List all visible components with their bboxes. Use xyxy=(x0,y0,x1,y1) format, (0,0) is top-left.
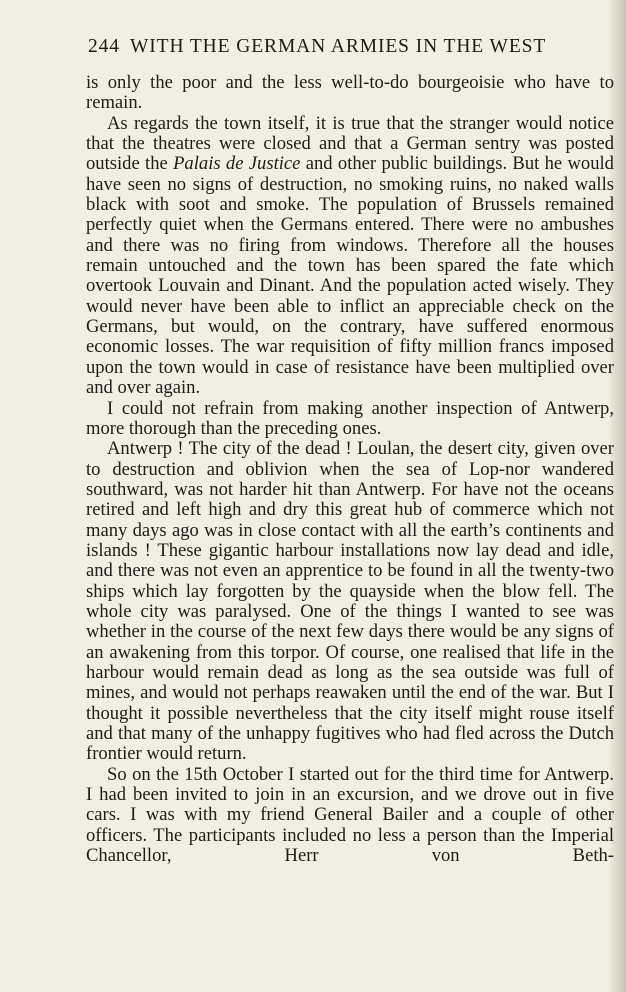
body-text xyxy=(86,73,614,866)
page-number: 244 xyxy=(88,36,120,57)
running-header xyxy=(88,36,614,64)
paragraph-text: As regards the town itself, it is true that the stranger would notice that the theatres were closed and that a German sentry was posted outside the xyxy=(86,112,614,175)
running-title: WITH THE GERMAN ARMIES IN THE WEST xyxy=(129,36,547,57)
paragraph-continued: is only the poor and the less well-to-do bourgeoisie who have to remain. xyxy=(86,72,614,114)
paragraph-excursion: So on the 15th October I started out for the third time for Antwerp. I had been invited to join in an excursion, and we drove out in five cars. I was with my friend General Bailer and a couple of other officers. The participants included no less a person than the Imperial Chancellor, Herr von Beth- xyxy=(86,763,614,867)
paragraph-antwerp: Antwerp ! The city of the dead ! Loulan, the desert city, given over to destruction and oblivion when the sea of Lop-nor wandered southward, was not harder hit than Antwerp. For have not the oceans retired and left high and dry this great hub of commerce which not many days ago was in close contact with all the earth’s continents and islands ! These gigantic harbour installations now lay dead and idle, and there was not even an apprentice to be found in all the twenty-two ships which lay forgotten by the quayside when the blow fell. The whole city was paralysed. One of the things I wanted to see was whether in the course of the next few days there would be any signs of an awakening from this torpor. Of course, one realised that life in the harbour would remain dead as long as the sea outside was full of mines, and would not perhaps reawaken until the end of the war. But I thought it possible nevertheless that the city itself might rouse itself and that many of the unhappy fugitives who had fled across the Dutch frontier would return. xyxy=(86,438,614,765)
italic-term: Palais de Justice xyxy=(173,153,301,175)
paragraph-brussels xyxy=(86,114,614,399)
paragraph-text: and other public buildings. But he would have seen no signs of destruction, no smoking ruins, no naked walls black with soot and smoke. The population of Brussels remained perfectly quiet when the Germans entered. There were no ambushes and there was no firing from windows. Therefore all the houses remain untouched and the town has been spared the fate which overtook Louvain and Dinant. And the population acted wisely. They would never have been able to inflict an appreciable check on the Germans, but would, on the contrary, have suffered enormous economic losses. The war requisition of fifty million francs imposed upon the town would in case of resistance have been multiplied over and over again. xyxy=(86,153,614,399)
paragraph-inspection: I could not refrain from making another inspection of Antwerp, more thorough than the preceding ones. xyxy=(86,397,614,439)
